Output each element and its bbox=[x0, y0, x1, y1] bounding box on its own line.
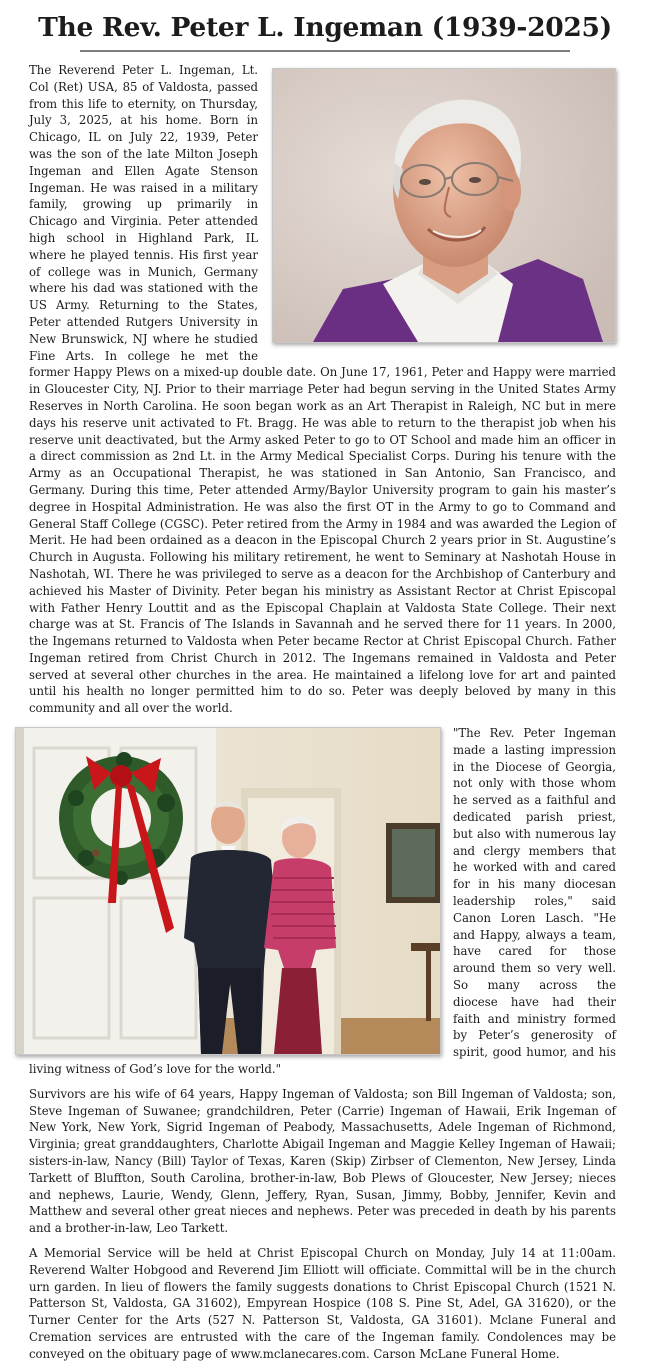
title-divider bbox=[80, 50, 570, 52]
biography-paragraph: The Reverend Peter L. Ingeman, Lt. Col (Ret) USA, 85 of Valdosta, passed from this life to eternity, on Thursday, July 3, 2025, at his home. Born in Chicago, IL on July 22, 1939, Peter was the son of the late Milton Joseph Ingeman and Ellen Agate Stenson Ingeman. He was raised in a military family, growing up primarily in Chicago and Virginia. Peter attended high school in Highland Park, IL where he played tennis. His first year of college was in Munich, Germany where his dad was stationed with the US Army. Returning to the States, Peter attended Rutgers University in New Brunswick, NJ where he studied Fine Arts. In college he met the former Happy Plews on a mixed-up double date. On June 17, 1961, Peter and Happy were married in Gloucester City, NJ. Prior to their marriage Peter had begun serving in the United States Army Reserves in North Carolina. He soon began work as an Art Therapist in Raleigh, NC but in mere days his reserve unit activated to Ft. Bragg. He was able to return to the therapist job when his reserve unit deactivated, but the Army asked Peter to go to OT School and made him an officer in a direct commission as 2nd Lt. in the Army Medical Specialist Corps. During his tenure with the Army as an Occupational Therapist, he was stationed in San Antonio, San Francisco, and Germany. During this time, Peter attended Army/Baylor University program to gain his master’s degree in Hospital Administration. He was also the first OT in the Army to go to Command and General Staff College (CGSC). Peter retired from the Army in 1984 and was awarded the Legion of Merit. He had been ordained as a deacon in the Episcopal Church 2 years prior in St. Augustine’s Church in Augusta. Following his military retirement, he went to Seminary at Nashotah House in Nashotah, WI. There he was privileged to serve as a deacon for the Archbishop of Canterbury and achieved his Master of Divinity. Peter began his ministry as Assistant Rector at Christ Episcopal with Father Henry Louttit and as the Episcopal Chaplain at Valdosta State College. Their next charge was at St. Francis of The Islands in Savannah and he served there for 11 years. In 2000, the Ingemans returned to Valdosta when Peter became Rector at Christ Episcopal Church. Father Ingeman retired from Christ Church in 2012. The Ingemans remained in Valdosta and Peter served at several other churches in the area. He maintained a lifelong love for art and painted until his health no longer permitted him to do so. Peter was deeply beloved by many in this community and all over the world. bbox=[29, 63, 616, 716]
quote-paragraph: "The Rev. Peter Ingeman made a lasting impression in the Diocese of Georgia, not only with those whom he served as a faithful and dedicated parish priest, but also with numerous lay and clergy members that he worked with and cared for in his many diocesan leadership roles," said Canon Loren Lasch. "He and Happy, always a team, have cared for those around them so very well. So many across the diocese have had their faith and ministry formed by Peter’s generosity of spirit, good humor, and his living witness of God’s love for the world." bbox=[29, 726, 616, 1077]
obituary-body bbox=[29, 62, 616, 1371]
couple-photo bbox=[15, 727, 441, 1055]
memorial-service-paragraph: A Memorial Service will be held at Christ Episcopal Church on Monday, July 14 at 11:00am. Reverend Walter Hobgood and Reverend Jim Elliott will officiate. Committal will be in the church urn garden. In lieu of flowers the family suggests donations to Christ Episcopal Church (1521 N. Patterson St, Valdosta, GA 31602), Empyrean Hospice (108 S. Pine St, Adel, GA 31620), or the Turner Center for the Arts (527 N. Patterson St, Valdosta, GA 31601). Mclane Funeral and Cremation services are entrusted with the care of the Ingeman family. Condolences may be conveyed on the obituary page of www.mclanecares.com. Carson McLane Funeral Home. bbox=[29, 1245, 616, 1361]
survivors-paragraph: Survivors are his wife of 64 years, Happy Ingeman of Valdosta; son Bill Ingeman of Valdosta; son, Steve Ingeman of Suwanee; grandchildren, Peter (Carrie) Ingeman of Hawaii, Erik Ingeman of New York, New York, Sigrid Ingeman of Peabody, Massachusetts, Adele Ingeman of Richmond, Virginia; great granddaughters, Charlotte Abigail Ingeman and Maggie Kelley Ingeman of Hawaii; sisters-in-law, Nancy (Bill) Taylor of Texas, Karen (Skip) Zirbser of Clementon, New Jersey, Linda Tarkett of Bluffton, South Carolina, brother-in-law, Bob Plews of Gloucester, New Jersey; nieces and nephews, Laurie, Wendy, Glenn, Jeffery, Ryan, Susan, Jimmy, Bobby, Jennifer, Kevin and Matthew and several other great nieces and nephews. Peter was preceded in death by his parents and a brother-in-law, Leo Tarkett. bbox=[29, 1086, 616, 1236]
portrait-photo bbox=[272, 68, 616, 343]
page-title: The Rev. Peter L. Ingeman (1939-2025) bbox=[38, 12, 612, 43]
